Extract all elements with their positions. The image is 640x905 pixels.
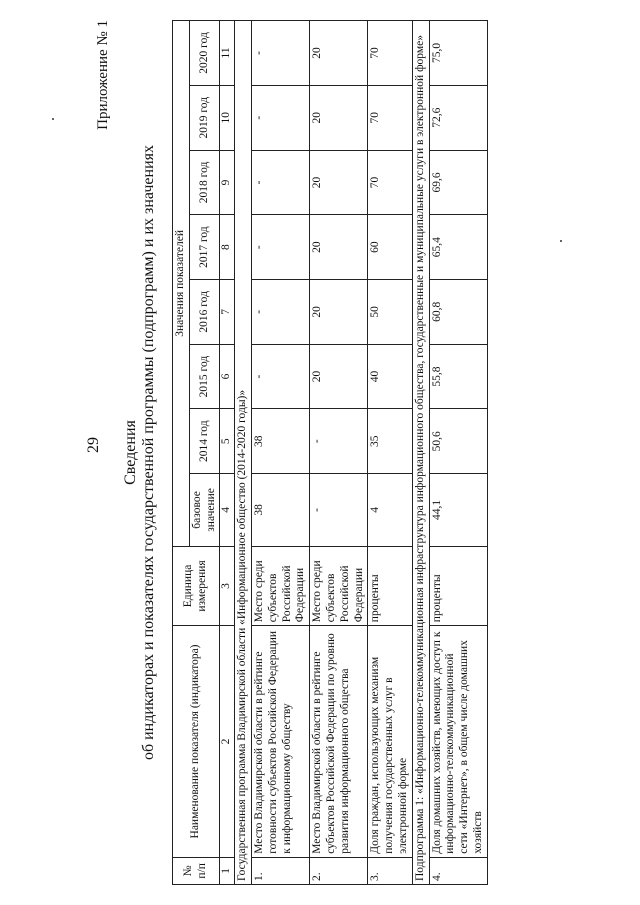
program-title: Государственная программа Владимирской области «Информационное общество (2014-2020 годы)» [235, 21, 252, 885]
value-cell: 35 [368, 409, 412, 474]
indicator-unit: Место среди субъектов Российской Федерации [310, 546, 368, 625]
value-cell: 70 [368, 85, 412, 150]
header-year: 2016 год [189, 279, 220, 344]
value-cell: 75,0 [429, 21, 487, 86]
value-cell: 20 [310, 279, 368, 344]
value-cell: 20 [310, 344, 368, 409]
row-number: 1. [251, 857, 309, 884]
indicators-table [172, 20, 488, 885]
column-number: 10 [220, 85, 235, 150]
indicator-name: Место Владимирской области в рейтинге готовности субъектов Российской Федерации к информационному обществу [251, 626, 309, 858]
subprogram-title-row [412, 21, 429, 885]
value-cell: 55,8 [429, 344, 487, 409]
column-number: 5 [220, 409, 235, 474]
value-cell: - [251, 279, 309, 344]
value-cell: - [251, 215, 309, 280]
appendix-label: Приложение № 1 [95, 20, 111, 130]
header-year: 2014 год [189, 409, 220, 474]
indicator-unit: проценты [368, 546, 412, 625]
column-number: 1 [220, 857, 235, 884]
value-cell: 4 [368, 474, 412, 547]
value-cell: 50 [368, 279, 412, 344]
table-row [310, 21, 368, 885]
column-number: 7 [220, 279, 235, 344]
header-base-value: базовое значение [189, 474, 220, 547]
value-cell: 70 [368, 21, 412, 86]
header-unit: Единица измерения [173, 546, 220, 625]
indicator-unit: проценты [429, 546, 487, 625]
value-cell: 60,8 [429, 279, 487, 344]
table-row [368, 21, 412, 885]
column-number: 8 [220, 215, 235, 280]
header-year: 2019 год [189, 85, 220, 150]
header-no: № п/п [173, 857, 220, 884]
value-cell: 40 [368, 344, 412, 409]
value-cell: - [251, 21, 309, 86]
column-number: 3 [220, 546, 235, 625]
indicator-name: Доля граждан, использующих механизм получения государственных услуг в электронной форме [368, 626, 412, 858]
document-title: Сведения [122, 420, 139, 485]
value-cell: 60 [368, 215, 412, 280]
value-cell: 44,1 [429, 474, 487, 547]
table-row [251, 21, 309, 885]
indicator-unit: Место среди субъектов Российской Федерации [251, 546, 309, 625]
value-cell: 50,6 [429, 409, 487, 474]
header-year: 2015 год [189, 344, 220, 409]
indicator-name: Место Владимирской области в рейтинге субъектов Российской Федерации по уровню развития информационного общества [310, 626, 368, 858]
header-year: 2018 год [189, 150, 220, 215]
page-number: 29 [85, 437, 102, 453]
row-number: 2. [310, 857, 368, 884]
value-cell: 20 [310, 21, 368, 86]
value-cell: 72,6 [429, 85, 487, 150]
value-cell: 38 [251, 474, 309, 547]
table-row [429, 21, 487, 885]
column-number-row [220, 21, 235, 885]
column-number: 11 [220, 21, 235, 86]
header-values-group: Значения показателей [173, 21, 190, 547]
program-title-row [235, 21, 252, 885]
subprogram-title: Подпрограмма 1: «Информационно-телекоммуникационная инфраструктура информационного общества, государственные и муниципальные услуги в электронной форме» [412, 21, 429, 885]
value-cell: - [251, 150, 309, 215]
column-number: 6 [220, 344, 235, 409]
value-cell: 20 [310, 150, 368, 215]
column-number: 9 [220, 150, 235, 215]
value-cell: 70 [368, 150, 412, 215]
value-cell: 65,4 [429, 215, 487, 280]
header-year: 2017 год [189, 215, 220, 280]
row-number: 4. [429, 857, 487, 884]
value-cell: - [251, 344, 309, 409]
row-number: 3. [368, 857, 412, 884]
value-cell: - [310, 474, 368, 547]
value-cell: 20 [310, 215, 368, 280]
value-cell: - [251, 85, 309, 150]
value-cell: 69,6 [429, 150, 487, 215]
header-indicator-name: Наименование показателя (индикатора) [173, 626, 220, 858]
value-cell: 38 [251, 409, 309, 474]
document-subtitle: об индикаторах и показателях государственной программы (подпрограмм) и их значениях [140, 145, 157, 761]
table-header-row [173, 21, 190, 885]
header-year: 2020 год [189, 21, 220, 86]
value-cell: - [310, 409, 368, 474]
indicator-name: Доля домашних хозяйств, имеющих доступ к информационно-телекоммуникационной сети «Интернет», в общем числе домашних хозяйств [429, 626, 487, 858]
column-number: 2 [220, 626, 235, 858]
value-cell: 20 [310, 85, 368, 150]
column-number: 4 [220, 474, 235, 547]
